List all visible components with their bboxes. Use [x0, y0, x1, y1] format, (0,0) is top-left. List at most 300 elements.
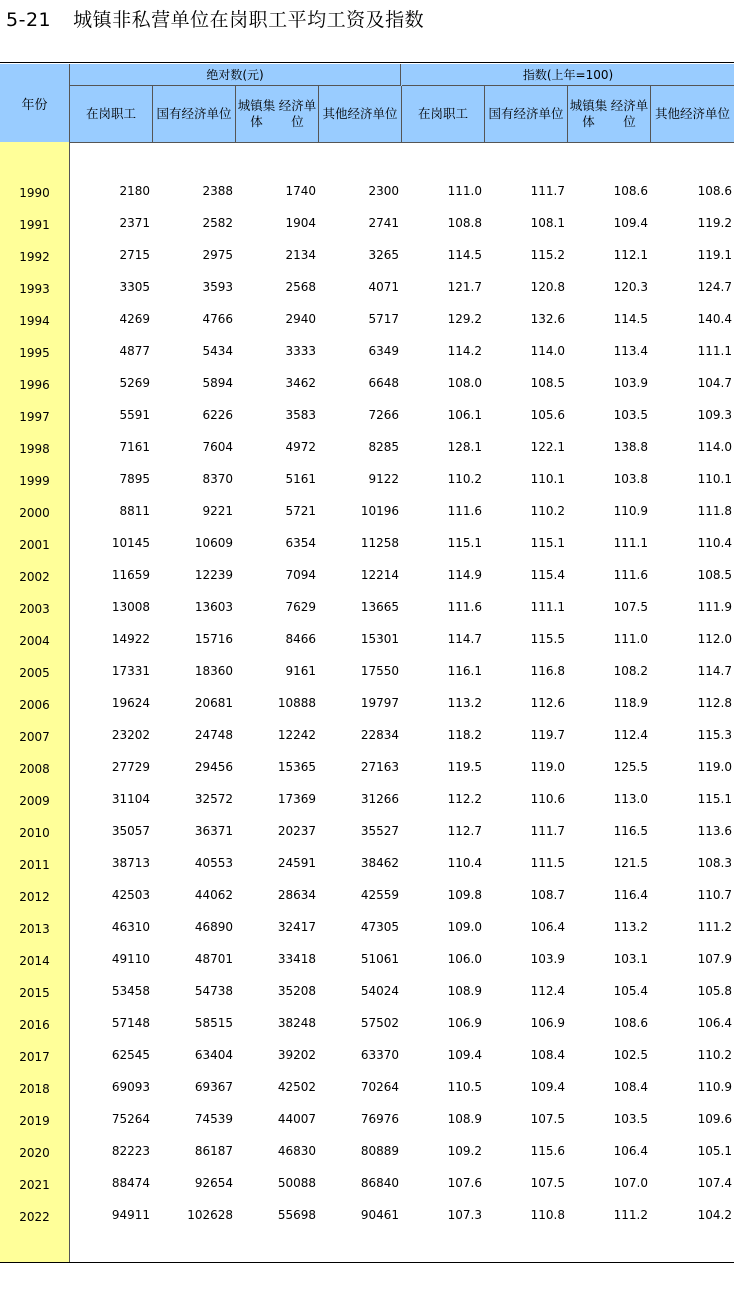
value-cell: 33418	[277, 952, 316, 966]
value-cell: 113.6	[697, 824, 732, 838]
value-cell: 2371	[119, 216, 150, 230]
value-cell: 128.1	[447, 440, 482, 454]
value-cell: 5269	[119, 376, 150, 390]
value-cell: 36371	[194, 824, 233, 838]
value-cell: 11258	[360, 536, 399, 550]
value-cell: 119.2	[697, 216, 732, 230]
value-cell: 110.9	[613, 504, 648, 518]
value-cell: 111.1	[613, 536, 648, 550]
table-row	[0, 472, 734, 492]
value-cell: 8811	[119, 504, 150, 518]
value-cell: 5894	[202, 376, 233, 390]
value-cell: 116.1	[447, 664, 482, 678]
year-cell: 2022	[19, 1210, 50, 1224]
value-cell: 17550	[360, 664, 399, 678]
value-cell: 113.2	[447, 696, 482, 710]
value-cell: 116.8	[530, 664, 565, 678]
value-cell: 114.5	[613, 312, 648, 326]
table-row	[0, 664, 734, 684]
value-cell: 106.9	[447, 1016, 482, 1030]
value-cell: 107.5	[530, 1176, 565, 1190]
value-cell: 8285	[368, 440, 399, 454]
value-cell: 121.7	[447, 280, 482, 294]
value-cell: 69093	[111, 1080, 150, 1094]
value-cell: 2582	[202, 216, 233, 230]
value-cell: 42559	[360, 888, 399, 902]
value-cell: 112.0	[697, 632, 732, 646]
value-cell: 7266	[368, 408, 399, 422]
table-row	[0, 824, 734, 844]
value-cell: 111.8	[697, 504, 732, 518]
table-row	[0, 760, 734, 780]
value-cell: 5721	[285, 504, 316, 518]
year-cell: 2015	[19, 986, 50, 1000]
column-header: 国有经 济单位	[153, 86, 236, 142]
value-cell: 110.1	[530, 472, 565, 486]
value-cell: 7604	[202, 440, 233, 454]
table-row	[0, 440, 734, 460]
value-cell: 116.4	[613, 888, 648, 902]
year-header: 年份	[0, 64, 70, 142]
table-row	[0, 344, 734, 364]
value-cell: 113.4	[613, 344, 648, 358]
year-cell: 2005	[19, 666, 50, 680]
value-cell: 109.4	[530, 1080, 565, 1094]
value-cell: 105.4	[613, 984, 648, 998]
value-cell: 63370	[360, 1048, 399, 1062]
value-cell: 110.7	[697, 888, 732, 902]
table-row	[0, 184, 734, 204]
year-cell: 2001	[19, 538, 50, 552]
value-cell: 53458	[111, 984, 150, 998]
value-cell: 35057	[111, 824, 150, 838]
value-cell: 115.6	[530, 1144, 565, 1158]
value-cell: 4972	[285, 440, 316, 454]
value-cell: 48701	[194, 952, 233, 966]
year-cell: 2011	[19, 858, 50, 872]
value-cell: 113.0	[613, 792, 648, 806]
value-cell: 10145	[111, 536, 150, 550]
value-cell: 106.9	[530, 1016, 565, 1030]
value-cell: 6226	[202, 408, 233, 422]
value-cell: 15365	[277, 760, 316, 774]
value-cell: 107.6	[447, 1176, 482, 1190]
value-cell: 109.0	[447, 920, 482, 934]
value-cell: 108.8	[447, 216, 482, 230]
value-cell: 108.4	[530, 1048, 565, 1062]
table-row	[0, 248, 734, 268]
value-cell: 119.0	[530, 760, 565, 774]
value-cell: 110.2	[447, 472, 482, 486]
table-row	[0, 856, 734, 876]
value-cell: 46310	[111, 920, 150, 934]
value-cell: 114.7	[697, 664, 732, 678]
value-cell: 105.8	[697, 984, 732, 998]
value-cell: 2134	[285, 248, 316, 262]
year-cell: 1990	[19, 186, 50, 200]
value-cell: 112.6	[530, 696, 565, 710]
value-cell: 110.9	[697, 1080, 732, 1094]
column-header: 城镇集体 经济单位	[236, 86, 319, 142]
value-cell: 2715	[119, 248, 150, 262]
value-cell: 129.2	[447, 312, 482, 326]
value-cell: 3583	[285, 408, 316, 422]
table-row	[0, 696, 734, 716]
value-cell: 7161	[119, 440, 150, 454]
value-cell: 108.5	[530, 376, 565, 390]
year-cell: 2018	[19, 1082, 50, 1096]
table-row	[0, 504, 734, 524]
value-cell: 107.4	[697, 1176, 732, 1190]
value-cell: 14922	[111, 632, 150, 646]
value-cell: 114.0	[530, 344, 565, 358]
value-cell: 9122	[368, 472, 399, 486]
year-cell: 2000	[19, 506, 50, 520]
value-cell: 12242	[277, 728, 316, 742]
value-cell: 111.6	[447, 504, 482, 518]
value-cell: 5434	[202, 344, 233, 358]
value-cell: 106.0	[447, 952, 482, 966]
value-cell: 9221	[202, 504, 233, 518]
value-cell: 44007	[277, 1112, 316, 1126]
value-cell: 109.4	[447, 1048, 482, 1062]
value-cell: 17331	[111, 664, 150, 678]
year-cell: 1996	[19, 378, 50, 392]
value-cell: 63404	[194, 1048, 233, 1062]
value-cell: 108.5	[697, 568, 732, 582]
value-cell: 50088	[277, 1176, 316, 1190]
value-cell: 32417	[277, 920, 316, 934]
year-cell: 2019	[19, 1114, 50, 1128]
value-cell: 2975	[202, 248, 233, 262]
column-header: 在岗职工	[70, 86, 153, 142]
value-cell: 103.8	[613, 472, 648, 486]
value-cell: 1904	[285, 216, 316, 230]
value-cell: 107.0	[613, 1176, 648, 1190]
group-header-absolute: 绝对数(元)	[70, 64, 401, 86]
year-cell: 1994	[19, 314, 50, 328]
value-cell: 6648	[368, 376, 399, 390]
value-cell: 107.5	[530, 1112, 565, 1126]
value-cell: 31104	[111, 792, 150, 806]
value-cell: 114.0	[697, 440, 732, 454]
table-title-text: 城镇非私营单位在岗职工平均工资及指数	[73, 9, 425, 31]
value-cell: 44062	[194, 888, 233, 902]
year-cell: 2014	[19, 954, 50, 968]
value-cell: 124.7	[697, 280, 732, 294]
value-cell: 8466	[285, 632, 316, 646]
value-cell: 5591	[119, 408, 150, 422]
value-cell: 103.9	[530, 952, 565, 966]
value-cell: 7629	[285, 600, 316, 614]
value-cell: 107.9	[697, 952, 732, 966]
value-cell: 49110	[111, 952, 150, 966]
column-header: 城镇集体 经济单位	[568, 86, 651, 142]
value-cell: 115.2	[530, 248, 565, 262]
year-cell: 2002	[19, 570, 50, 584]
value-cell: 19797	[360, 696, 399, 710]
value-cell: 40553	[194, 856, 233, 870]
value-cell: 115.5	[530, 632, 565, 646]
year-cell: 2009	[19, 794, 50, 808]
table-row	[0, 1048, 734, 1068]
value-cell: 111.0	[613, 632, 648, 646]
value-cell: 74539	[194, 1112, 233, 1126]
value-cell: 5717	[368, 312, 399, 326]
year-cell: 1995	[19, 346, 50, 360]
value-cell: 13008	[111, 600, 150, 614]
value-cell: 70264	[360, 1080, 399, 1094]
year-cell: 2021	[19, 1178, 50, 1192]
value-cell: 92654	[194, 1176, 233, 1190]
value-cell: 104.2	[697, 1208, 732, 1222]
year-cell: 2008	[19, 762, 50, 776]
value-cell: 106.4	[613, 1144, 648, 1158]
value-cell: 31266	[360, 792, 399, 806]
year-cell: 1997	[19, 410, 50, 424]
value-cell: 108.4	[613, 1080, 648, 1094]
value-cell: 4766	[202, 312, 233, 326]
value-cell: 114.2	[447, 344, 482, 358]
value-cell: 109.3	[697, 408, 732, 422]
value-cell: 111.1	[697, 344, 732, 358]
value-cell: 58515	[194, 1016, 233, 1030]
year-cell: 2010	[19, 826, 50, 840]
value-cell: 10888	[277, 696, 316, 710]
value-cell: 115.3	[697, 728, 732, 742]
value-cell: 110.2	[697, 1048, 732, 1062]
value-cell: 111.2	[613, 1208, 648, 1222]
value-cell: 13603	[194, 600, 233, 614]
table-row	[0, 376, 734, 396]
value-cell: 108.6	[697, 184, 732, 198]
value-cell: 114.9	[447, 568, 482, 582]
table-row	[0, 1080, 734, 1100]
value-cell: 75264	[111, 1112, 150, 1126]
value-cell: 110.1	[697, 472, 732, 486]
table-row	[0, 1176, 734, 1196]
top-rule	[0, 62, 734, 63]
value-cell: 57148	[111, 1016, 150, 1030]
year-cell: 2006	[19, 698, 50, 712]
value-cell: 62545	[111, 1048, 150, 1062]
value-cell: 109.4	[613, 216, 648, 230]
value-cell: 4877	[119, 344, 150, 358]
value-cell: 114.7	[447, 632, 482, 646]
value-cell: 110.4	[447, 856, 482, 870]
value-cell: 19624	[111, 696, 150, 710]
value-cell: 108.1	[530, 216, 565, 230]
column-header: 其他经 济单位	[654, 106, 731, 121]
value-cell: 3265	[368, 248, 399, 262]
value-cell: 7094	[285, 568, 316, 582]
value-cell: 102.5	[613, 1048, 648, 1062]
value-cell: 110.2	[530, 504, 565, 518]
value-cell: 132.6	[530, 312, 565, 326]
value-cell: 54738	[194, 984, 233, 998]
value-cell: 29456	[194, 760, 233, 774]
value-cell: 90461	[360, 1208, 399, 1222]
value-cell: 122.1	[530, 440, 565, 454]
year-cell: 2004	[19, 634, 50, 648]
year-cell: 1992	[19, 250, 50, 264]
value-cell: 35208	[277, 984, 316, 998]
value-cell: 38248	[277, 1016, 316, 1030]
value-cell: 7895	[119, 472, 150, 486]
value-cell: 112.2	[447, 792, 482, 806]
value-cell: 110.4	[697, 536, 732, 550]
table-row	[0, 600, 734, 620]
value-cell: 2741	[368, 216, 399, 230]
value-cell: 108.6	[613, 1016, 648, 1030]
value-cell: 106.1	[447, 408, 482, 422]
value-cell: 27729	[111, 760, 150, 774]
value-cell: 20237	[277, 824, 316, 838]
value-cell: 112.4	[613, 728, 648, 742]
value-cell: 28634	[277, 888, 316, 902]
year-cell: 1993	[19, 282, 50, 296]
value-cell: 15301	[360, 632, 399, 646]
value-cell: 4071	[368, 280, 399, 294]
value-cell: 103.9	[613, 376, 648, 390]
value-cell: 125.5	[613, 760, 648, 774]
value-cell: 88474	[111, 1176, 150, 1190]
value-cell: 103.5	[613, 1112, 648, 1126]
value-cell: 1740	[285, 184, 316, 198]
value-cell: 42503	[111, 888, 150, 902]
value-cell: 46830	[277, 1144, 316, 1158]
value-cell: 23202	[111, 728, 150, 742]
value-cell: 113.2	[613, 920, 648, 934]
value-cell: 94911	[111, 1208, 150, 1222]
value-cell: 110.8	[530, 1208, 565, 1222]
value-cell: 108.2	[613, 664, 648, 678]
value-cell: 11659	[111, 568, 150, 582]
year-cell: 2013	[19, 922, 50, 936]
value-cell: 109.6	[697, 1112, 732, 1126]
value-cell: 108.9	[447, 1112, 482, 1126]
value-cell: 138.8	[613, 440, 648, 454]
year-cell: 2012	[19, 890, 50, 904]
value-cell: 105.6	[530, 408, 565, 422]
value-cell: 108.9	[447, 984, 482, 998]
table-row	[0, 888, 734, 908]
value-cell: 3333	[285, 344, 316, 358]
value-cell: 119.1	[697, 248, 732, 262]
year-cell: 2016	[19, 1018, 50, 1032]
table-row	[0, 1208, 734, 1228]
table-row	[0, 632, 734, 652]
value-cell: 15716	[194, 632, 233, 646]
table-row	[0, 1112, 734, 1132]
value-cell: 111.5	[530, 856, 565, 870]
value-cell: 51061	[360, 952, 399, 966]
value-cell: 27163	[360, 760, 399, 774]
value-cell: 18360	[194, 664, 233, 678]
table-row	[0, 216, 734, 236]
value-cell: 24591	[277, 856, 316, 870]
table-row	[0, 920, 734, 940]
value-cell: 119.7	[530, 728, 565, 742]
value-cell: 10609	[194, 536, 233, 550]
value-cell: 103.1	[613, 952, 648, 966]
value-cell: 38462	[360, 856, 399, 870]
table-row	[0, 952, 734, 972]
value-cell: 86840	[360, 1176, 399, 1190]
value-cell: 107.5	[613, 600, 648, 614]
year-cell: 2007	[19, 730, 50, 744]
value-cell: 111.6	[447, 600, 482, 614]
value-cell: 13665	[360, 600, 399, 614]
value-cell: 24748	[194, 728, 233, 742]
value-cell: 2180	[119, 184, 150, 198]
value-cell: 111.9	[697, 600, 732, 614]
value-cell: 116.5	[613, 824, 648, 838]
year-cell: 1991	[19, 218, 50, 232]
value-cell: 108.3	[697, 856, 732, 870]
value-cell: 112.7	[447, 824, 482, 838]
value-cell: 102628	[187, 1208, 233, 1222]
bottom-rule	[0, 1262, 734, 1263]
value-cell: 3462	[285, 376, 316, 390]
value-cell: 110.6	[530, 792, 565, 806]
value-cell: 3305	[119, 280, 150, 294]
value-cell: 120.8	[530, 280, 565, 294]
value-cell: 115.4	[530, 568, 565, 582]
table-row	[0, 984, 734, 1004]
value-cell: 35527	[360, 824, 399, 838]
value-cell: 120.3	[613, 280, 648, 294]
value-cell: 118.2	[447, 728, 482, 742]
value-cell: 115.1	[697, 792, 732, 806]
value-cell: 82223	[111, 1144, 150, 1158]
value-cell: 115.1	[530, 536, 565, 550]
value-cell: 105.1	[697, 1144, 732, 1158]
table-row	[0, 728, 734, 748]
table-row	[0, 536, 734, 556]
value-cell: 114.5	[447, 248, 482, 262]
value-cell: 112.1	[613, 248, 648, 262]
table-title	[6, 6, 424, 34]
value-cell: 111.2	[697, 920, 732, 934]
value-cell: 86187	[194, 1144, 233, 1158]
table-row	[0, 408, 734, 428]
group-header-index: 指数(上年=100)	[402, 64, 734, 86]
value-cell: 108.0	[447, 376, 482, 390]
value-cell: 108.7	[530, 888, 565, 902]
value-cell: 109.8	[447, 888, 482, 902]
value-cell: 5161	[285, 472, 316, 486]
value-cell: 106.4	[530, 920, 565, 934]
value-cell: 2300	[368, 184, 399, 198]
value-cell: 111.1	[530, 600, 565, 614]
year-cell: 2003	[19, 602, 50, 616]
value-cell: 54024	[360, 984, 399, 998]
value-cell: 32572	[194, 792, 233, 806]
value-cell: 115.1	[447, 536, 482, 550]
value-cell: 111.0	[447, 184, 482, 198]
value-cell: 2568	[285, 280, 316, 294]
value-cell: 22834	[360, 728, 399, 742]
value-cell: 111.7	[530, 824, 565, 838]
value-cell: 104.7	[697, 376, 732, 390]
table-row	[0, 568, 734, 588]
value-cell: 6354	[285, 536, 316, 550]
value-cell: 111.6	[613, 568, 648, 582]
value-cell: 3593	[202, 280, 233, 294]
value-cell: 76976	[360, 1112, 399, 1126]
value-cell: 20681	[194, 696, 233, 710]
